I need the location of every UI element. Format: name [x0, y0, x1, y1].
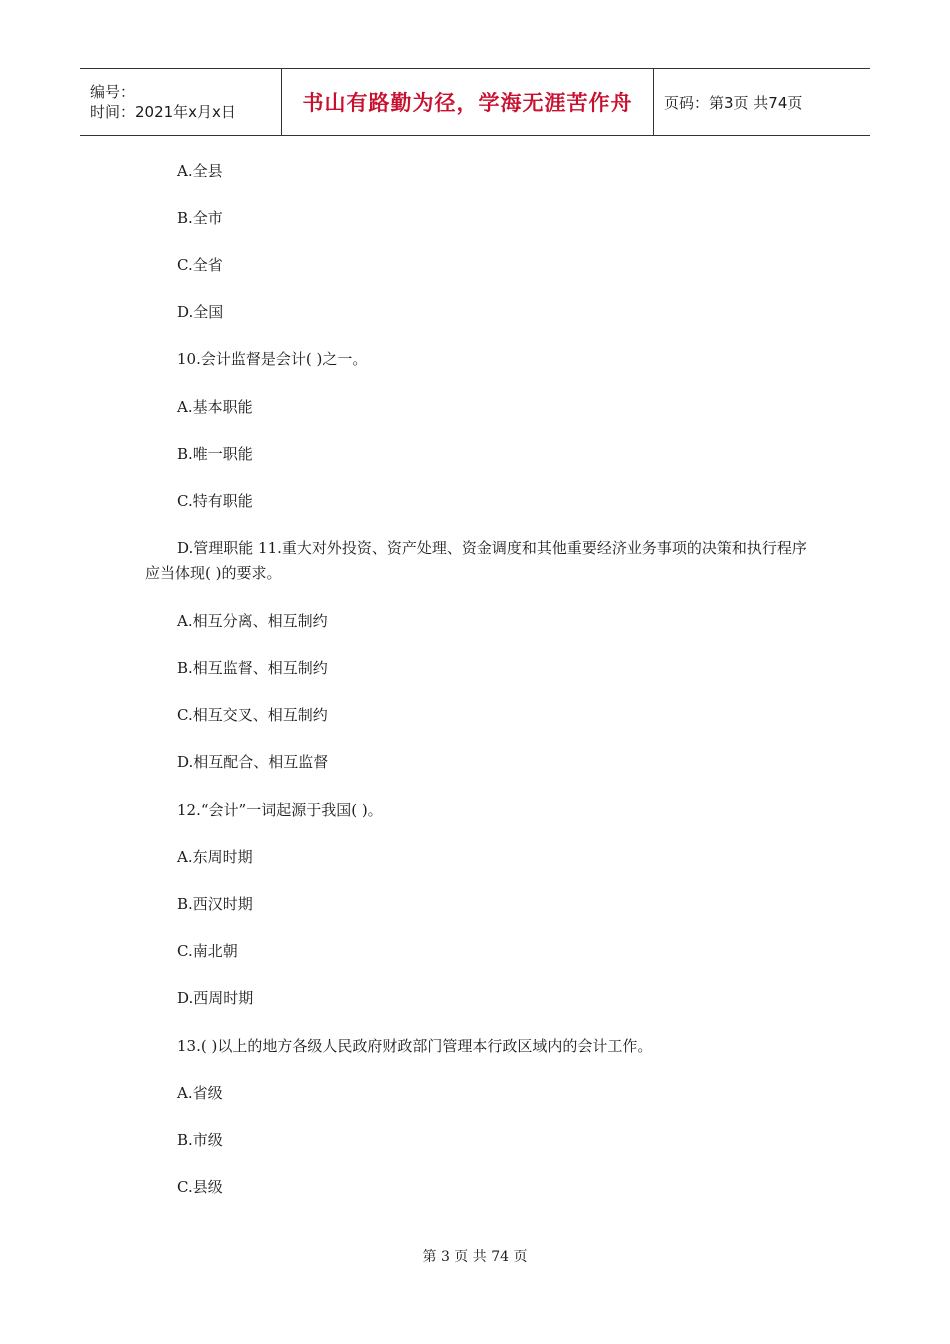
option-line: C.县级 [177, 1178, 223, 1196]
option-line: D.全国 [177, 303, 224, 321]
option-line: C.南北朝 [177, 942, 238, 960]
option-line: C.全省 [177, 256, 223, 274]
question-line: 10.会计监督是会计( )之一。 [177, 350, 368, 368]
option-line: C.相互交叉、相互制约 [177, 706, 328, 724]
header-meta [80, 69, 282, 135]
option-line: B.唯一职能 [177, 445, 253, 463]
option-line: C.特有职能 [177, 492, 253, 510]
header-motto: 书山有路勤为径，学海无涯苦作舟 [302, 91, 633, 115]
header-motto-cell [282, 69, 654, 135]
option-line: A.基本职能 [177, 398, 253, 416]
option-line: A.全县 [177, 162, 223, 180]
document-number-label: 编号： [90, 83, 136, 101]
option-line: D.相互配合、相互监督 [177, 753, 329, 771]
option-line: B.全市 [177, 209, 223, 227]
page-footer: 第 3 页 共 74 页 [422, 1249, 528, 1265]
header-page-info: 页码：第3页 共74页 [664, 93, 803, 112]
option-line: D.西周时期 [177, 989, 254, 1007]
page-header [80, 68, 870, 136]
option-line: B.西汉时期 [177, 895, 253, 913]
document-date: 时间：2021年x月x日 [90, 103, 236, 121]
option-line: A.东周时期 [177, 848, 253, 866]
option-line: A.省级 [177, 1084, 223, 1102]
question-line: 13.( )以上的地方各级人民政府财政部门管理本行政区域内的会计工作。 [177, 1037, 653, 1055]
option-line: A.相互分离、相互制约 [177, 612, 328, 630]
option-line: B.相互监督、相互制约 [177, 659, 328, 677]
question-paragraph: D.管理职能 11.重大对外投资、资产处理、资金调度和其他重要经济业务事项的决策和执行程序应当体现( )的要求。 [145, 539, 807, 582]
question-line: 12.“会计”一词起源于我国( )。 [177, 801, 383, 819]
option-line: B.市级 [177, 1131, 223, 1149]
header-page-cell [654, 69, 802, 135]
